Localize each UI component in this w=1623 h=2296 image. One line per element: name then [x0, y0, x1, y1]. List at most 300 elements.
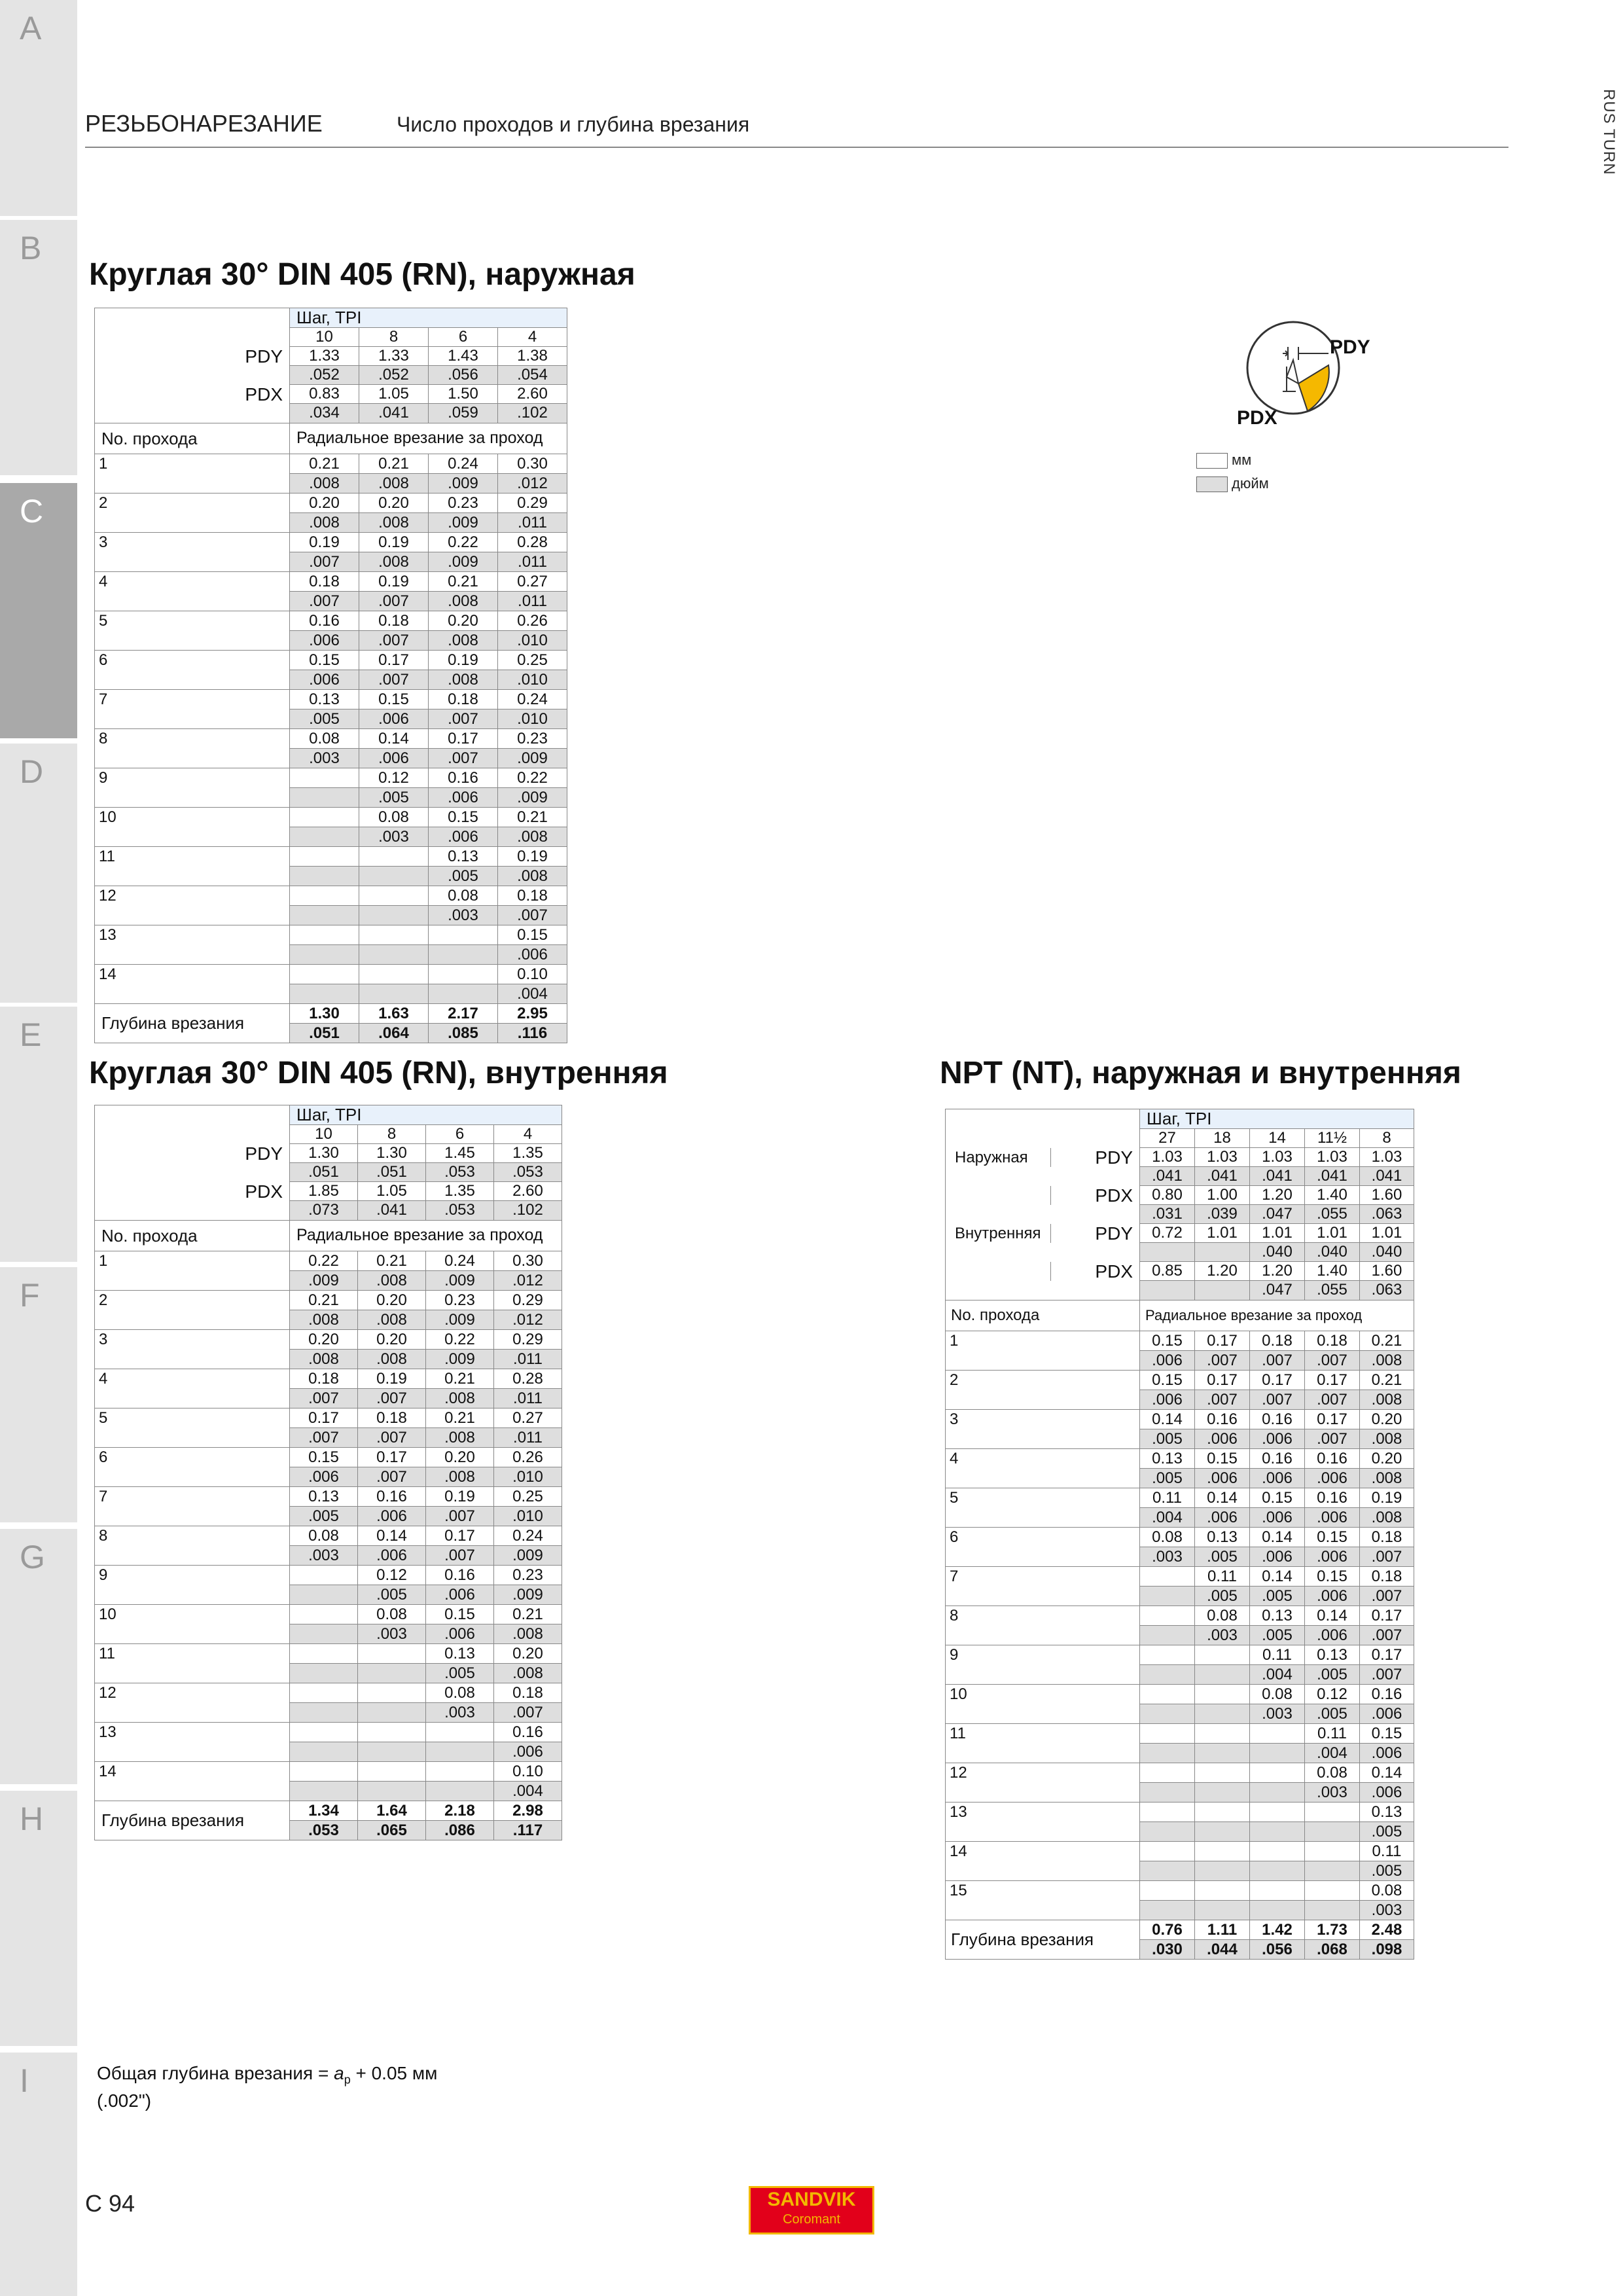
pass-mm-value: 0.29	[494, 1329, 562, 1349]
pass-mm-value: 0.13	[429, 846, 498, 866]
pdx-mm-value: 0.83	[290, 385, 359, 404]
inner_pdx-inch-value	[1140, 1281, 1195, 1300]
pass-inch-value: .007	[1360, 1586, 1414, 1605]
tab-c[interactable]: C	[0, 483, 77, 738]
pass-number: 8	[95, 1526, 290, 1565]
pass-mm-value: 0.08	[1250, 1684, 1305, 1704]
pdy-inch-value: .056	[429, 366, 498, 385]
tpi-value: 27	[1140, 1129, 1195, 1148]
pass-inch-value: .005	[1360, 1821, 1414, 1841]
pdy-mm-row	[95, 347, 567, 366]
pdy-inch-value: .052	[290, 366, 359, 385]
pass-mm-value: 0.15	[290, 1447, 358, 1467]
pdy-mm-row	[95, 1144, 562, 1163]
pass-inch-value: .006	[426, 1624, 494, 1643]
inner_pdy-inch-value: .040	[1305, 1243, 1360, 1262]
outer_pdx-mm-value: 1.20	[1250, 1186, 1305, 1205]
pass-mm-value	[290, 1683, 358, 1702]
pass-inch-value: .008	[1360, 1507, 1414, 1527]
label-blank	[946, 1167, 1140, 1186]
pass-mm-value	[1195, 1763, 1250, 1782]
pass-inch-value: .003	[359, 827, 429, 846]
pass-mm-value: 0.15	[498, 925, 567, 944]
pdx-label: PDX	[95, 1182, 290, 1201]
pass-mm-value: 0.15	[1305, 1566, 1360, 1586]
inner_pdx-mm-value: 1.20	[1195, 1262, 1250, 1281]
header-blank	[95, 1125, 290, 1144]
pass-row-mm	[95, 1565, 562, 1585]
section-header-row	[95, 1220, 562, 1251]
pass-mm-value: 0.08	[290, 1526, 358, 1545]
step-label: Шаг, TPI	[1140, 1109, 1414, 1129]
tpi-value: 8	[358, 1125, 426, 1144]
pass-row-mm	[946, 1645, 1414, 1664]
pass-mm-value: 0.20	[429, 611, 498, 630]
pdx-inch-value: .041	[358, 1201, 426, 1221]
pass-mm-value: 0.22	[498, 768, 567, 787]
pass-inch-value	[290, 787, 359, 807]
pass-inch-value: .010	[494, 1506, 562, 1526]
pass-mm-value: 0.16	[1250, 1409, 1305, 1429]
pass-mm-value	[290, 925, 359, 944]
pass-row-mm	[95, 886, 567, 905]
tab-h[interactable]: H	[0, 1791, 77, 2046]
outer_pdx-inch-value: .055	[1305, 1205, 1360, 1224]
pdx-inch-value: .059	[429, 404, 498, 423]
pass-mm-value: 0.08	[1360, 1880, 1414, 1900]
tab-a[interactable]: A	[0, 0, 77, 216]
depth-inch-value: .085	[429, 1023, 498, 1043]
pass-number: 7	[95, 689, 290, 728]
outer_pdx-mm-value: 1.40	[1305, 1186, 1360, 1205]
pass-inch-value: .007	[426, 1506, 494, 1526]
pass-inch-value: .008	[1360, 1468, 1414, 1488]
pass-mm-value	[1305, 1880, 1360, 1900]
pass-row-mm	[95, 532, 567, 552]
outer_pdx-mm-value: 0.80	[1140, 1186, 1195, 1205]
outer_pdx-mm-value: 1.00	[1195, 1186, 1250, 1205]
depth-mm-value: 1.73	[1305, 1920, 1360, 1939]
pass-inch-value: .004	[1305, 1743, 1360, 1763]
pass-mm-value	[426, 1761, 494, 1781]
pass-mm-value: 0.23	[426, 1290, 494, 1310]
header-step-row	[946, 1109, 1414, 1129]
pass-mm-value: 0.19	[359, 532, 429, 552]
pass-mm-value: 0.21	[494, 1604, 562, 1624]
outer_pdy-mm-value: 1.03	[1140, 1148, 1195, 1167]
pass-row-mm	[946, 1802, 1414, 1821]
depth-inch-value: .051	[290, 1023, 359, 1043]
pass-mm-value: 0.08	[1305, 1763, 1360, 1782]
pass-mm-value: 0.17	[1250, 1370, 1305, 1390]
tab-b[interactable]: B	[0, 220, 77, 475]
tpi-value: 4	[494, 1125, 562, 1144]
pass-inch-value: .003	[290, 1545, 358, 1565]
header-blank	[946, 1109, 1140, 1129]
pass-mm-value: 0.10	[498, 964, 567, 984]
pass-inch-value: .005	[290, 1506, 358, 1526]
pdx-mm-row	[95, 385, 567, 404]
pass-inch-value	[290, 827, 359, 846]
pass-mm-value: 0.17	[290, 1408, 358, 1427]
pass-mm-value: 0.08	[359, 807, 429, 827]
pass-inch-value	[290, 1781, 358, 1801]
pass-inch-value: .006	[290, 1467, 358, 1486]
pass-row-mm	[946, 1566, 1414, 1586]
inner_pdy-inch-value: .040	[1250, 1243, 1305, 1262]
pdx-mm-value: 2.60	[498, 385, 567, 404]
pass-inch-value: .007	[1305, 1429, 1360, 1448]
depth-mm-value: 1.30	[290, 1003, 359, 1023]
pass-mm-value: 0.28	[494, 1369, 562, 1388]
pass-inch-value	[290, 1585, 358, 1604]
pass-number: 5	[946, 1488, 1140, 1527]
outer_pdx-inch-value: .047	[1250, 1205, 1305, 1224]
pass-inch-value: .006	[429, 827, 498, 846]
pass-row-mm	[946, 1370, 1414, 1390]
pass-inch-value: .005	[1305, 1664, 1360, 1684]
pass-number: 6	[95, 1447, 290, 1486]
pdx-inch-value: .041	[359, 404, 429, 423]
tab-i[interactable]: I	[0, 2053, 77, 2296]
pass-number: 14	[946, 1841, 1140, 1880]
pass-number: 10	[95, 807, 290, 846]
pass-mm-value: 0.12	[1305, 1684, 1360, 1704]
pass-inch-value: .003	[426, 1702, 494, 1722]
pass-inch-value: .005	[1360, 1861, 1414, 1880]
pass-mm-value: 0.14	[1250, 1566, 1305, 1586]
pass-mm-value: 0.23	[494, 1565, 562, 1585]
pass-inch-value: .006	[1250, 1507, 1305, 1527]
header-blank	[95, 1105, 290, 1125]
tpi-value: 4	[498, 328, 567, 347]
pass-inch-value: .006	[1360, 1704, 1414, 1723]
radial-depth-header: Радиальное врезание за проход	[290, 1220, 562, 1251]
pass-mm-value	[1140, 1802, 1195, 1821]
pass-row-mm	[95, 1683, 562, 1702]
pass-inch-value: .008	[290, 1310, 358, 1329]
pass-mm-value	[290, 886, 359, 905]
pass-mm-value: 0.21	[426, 1408, 494, 1427]
step-label: Шаг, TPI	[290, 308, 567, 328]
inner_pdy-mm-value: 0.72	[1140, 1224, 1195, 1243]
pass-inch-value: .003	[1195, 1625, 1250, 1645]
legend-mm-swatch	[1196, 453, 1228, 469]
inner_pdx-mm-row	[946, 1262, 1414, 1281]
pass-number-header: No. прохода	[95, 1220, 290, 1251]
pass-row-mm	[946, 1409, 1414, 1429]
depth-mm-value: 2.95	[498, 1003, 567, 1023]
pdx-label: PDX	[95, 385, 290, 404]
pass-inch-value: .011	[498, 591, 567, 611]
inner_pdy-mm-value: 1.01	[1360, 1224, 1414, 1243]
pass-inch-value: .012	[498, 473, 567, 493]
pass-inch-value	[290, 984, 359, 1003]
pass-inch-value: .006	[1195, 1468, 1250, 1488]
pass-mm-value	[290, 1643, 358, 1663]
pass-inch-value	[1305, 1900, 1360, 1920]
pass-mm-value: 0.19	[1360, 1488, 1414, 1507]
header-step-row	[95, 308, 567, 328]
pdy-mm-value: 1.43	[429, 347, 498, 366]
pdy-inch-value: .053	[426, 1163, 494, 1182]
pass-mm-value: 0.16	[1305, 1488, 1360, 1507]
tpi-value: 8	[359, 328, 429, 347]
depth-row-mm	[946, 1920, 1414, 1939]
pass-mm-value: 0.20	[426, 1447, 494, 1467]
pass-mm-value: 0.14	[358, 1526, 426, 1545]
pdx-mm-value: 1.50	[429, 385, 498, 404]
pass-inch-value	[358, 1742, 426, 1761]
outer_pdy-mm-row	[946, 1148, 1414, 1167]
pass-mm-value: 0.08	[358, 1604, 426, 1624]
pass-mm-value: 0.11	[1140, 1488, 1195, 1507]
pass-mm-value: 0.20	[1360, 1409, 1414, 1429]
pass-inch-value	[1195, 1664, 1250, 1684]
pdy-inch-row	[95, 366, 567, 385]
tpi-value: 6	[429, 328, 498, 347]
pass-number: 2	[95, 1290, 290, 1329]
pass-mm-value	[1140, 1763, 1195, 1782]
pass-mm-value: 0.15	[359, 689, 429, 709]
pass-number: 12	[946, 1763, 1140, 1802]
pass-mm-value: 0.18	[358, 1408, 426, 1427]
pass-mm-value: 0.13	[426, 1643, 494, 1663]
tpi-value: 8	[1360, 1129, 1414, 1148]
tab-g[interactable]: G	[0, 1529, 77, 1784]
pass-mm-value: 0.20	[1360, 1448, 1414, 1468]
pass-row-mm	[946, 1331, 1414, 1350]
header-blank	[946, 1129, 1140, 1148]
pass-mm-value	[358, 1761, 426, 1781]
pass-inch-value	[359, 866, 429, 886]
pass-mm-value: 0.18	[290, 1369, 358, 1388]
pass-row-mm	[95, 1251, 562, 1270]
pass-number: 5	[95, 611, 290, 650]
pass-mm-value	[1195, 1723, 1250, 1743]
pass-inch-value: .005	[290, 709, 359, 728]
pass-mm-value: 0.21	[359, 454, 429, 473]
pass-inch-value: .009	[498, 748, 567, 768]
pass-mm-value: 0.08	[1195, 1605, 1250, 1625]
label-blank	[946, 1243, 1140, 1262]
pass-number: 4	[946, 1448, 1140, 1488]
pass-number: 3	[946, 1409, 1140, 1448]
pass-inch-value: .007	[290, 1388, 358, 1408]
pass-number: 8	[95, 728, 290, 768]
pdy-mm-value: 1.45	[426, 1144, 494, 1163]
pdx-label: PDX	[1237, 407, 1277, 429]
pass-inch-value	[359, 905, 429, 925]
pass-mm-value: 0.16	[1250, 1448, 1305, 1468]
label-blank	[946, 1262, 1051, 1281]
inner_pdx-mm-value: 1.40	[1305, 1262, 1360, 1281]
pass-inch-value: .004	[494, 1781, 562, 1801]
pass-row-mm	[95, 454, 567, 473]
pass-inch-value: .008	[429, 630, 498, 650]
pass-row-mm	[95, 964, 567, 984]
pass-inch-value: .006	[1250, 1468, 1305, 1488]
pass-mm-value	[359, 886, 429, 905]
pass-mm-value	[426, 1722, 494, 1742]
pass-inch-value: .006	[290, 630, 359, 650]
pass-inch-value: .008	[1360, 1429, 1414, 1448]
pass-row-mm	[946, 1723, 1414, 1743]
pass-mm-value: 0.16	[1305, 1448, 1360, 1468]
pass-inch-value	[1305, 1821, 1360, 1841]
pass-inch-value: .006	[429, 787, 498, 807]
pass-inch-value: .006	[358, 1545, 426, 1565]
pass-mm-value: 0.14	[1140, 1409, 1195, 1429]
pass-inch-value: .004	[1250, 1664, 1305, 1684]
pass-number: 10	[946, 1684, 1140, 1723]
pass-mm-value: 0.14	[1360, 1763, 1414, 1782]
pass-inch-value	[1195, 1743, 1250, 1763]
pass-inch-value: .011	[494, 1427, 562, 1447]
pass-inch-value: .009	[429, 552, 498, 571]
pass-mm-value: 0.28	[498, 532, 567, 552]
pdx-inch-value: .102	[498, 404, 567, 423]
pass-inch-value	[429, 944, 498, 964]
inner_pdx-inch-row	[946, 1281, 1414, 1300]
pass-inch-value: .005	[1250, 1625, 1305, 1645]
pass-mm-value: 0.21	[429, 571, 498, 591]
pass-mm-value: 0.10	[494, 1761, 562, 1781]
pass-inch-value: .008	[290, 512, 359, 532]
pass-inch-value: .009	[498, 787, 567, 807]
outer_pdy-inch-value: .041	[1305, 1167, 1360, 1186]
pass-row-mm	[95, 1526, 562, 1545]
pass-mm-value: 0.22	[429, 532, 498, 552]
pass-number-header: No. прохода	[95, 423, 290, 454]
pass-row-mm	[95, 1761, 562, 1781]
pass-mm-value: 0.17	[358, 1447, 426, 1467]
pass-inch-value: .011	[494, 1388, 562, 1408]
pdy-mm-value: 1.30	[290, 1144, 358, 1163]
pdy-label: PDY	[95, 1144, 290, 1163]
tab-d[interactable]: D	[0, 744, 77, 1003]
pass-mm-value: 0.13	[1195, 1527, 1250, 1547]
outer_pdy-mm-value: 1.03	[1195, 1148, 1250, 1167]
pass-inch-value	[358, 1781, 426, 1801]
pass-number: 4	[95, 571, 290, 611]
pass-mm-value: 0.24	[429, 454, 498, 473]
pass-inch-value	[359, 944, 429, 964]
pass-inch-value	[290, 944, 359, 964]
pass-inch-value: .003	[1140, 1547, 1195, 1566]
pass-mm-value	[1250, 1841, 1305, 1861]
inner_pdy-mm-value: 1.01	[1195, 1224, 1250, 1243]
pass-row-mm	[95, 807, 567, 827]
pass-inch-value: .007	[358, 1427, 426, 1447]
pdy-label: PDY	[1330, 336, 1370, 358]
pass-inch-value	[1140, 1900, 1195, 1920]
inner_pdx-mm-value: 1.20	[1250, 1262, 1305, 1281]
pass-inch-value: .008	[498, 866, 567, 886]
depth-inch-value: .064	[359, 1023, 429, 1043]
pass-number: 1	[946, 1331, 1140, 1370]
pass-inch-value	[1140, 1743, 1195, 1763]
outer_pdx-mm-row	[946, 1186, 1414, 1205]
depth-row-mm	[95, 1003, 567, 1023]
pass-mm-value: 0.16	[1195, 1409, 1250, 1429]
pass-inch-value: .011	[498, 552, 567, 571]
page-number: C 94	[85, 2190, 135, 2217]
pass-number: 9	[95, 1565, 290, 1604]
pass-number: 9	[95, 768, 290, 807]
pass-mm-value	[1250, 1763, 1305, 1782]
section-header-row	[946, 1300, 1414, 1331]
pass-inch-value	[290, 1663, 358, 1683]
pass-inch-value: .004	[498, 984, 567, 1003]
pass-inch-value	[1250, 1782, 1305, 1802]
depth-mm-value: 2.48	[1360, 1920, 1414, 1939]
pass-mm-value: 0.15	[426, 1604, 494, 1624]
pass-mm-value: 0.18	[1250, 1331, 1305, 1350]
pass-mm-value	[429, 964, 498, 984]
pdy-mm-value: 1.38	[498, 347, 567, 366]
pass-inch-value: .005	[429, 866, 498, 886]
radial-depth-header: Радиальное врезание за проход	[1140, 1300, 1414, 1331]
pass-mm-value	[1250, 1723, 1305, 1743]
pass-mm-value	[1195, 1880, 1250, 1900]
pass-inch-value: .005	[1250, 1586, 1305, 1605]
depth-mm-value: 1.63	[359, 1003, 429, 1023]
pass-mm-value: 0.15	[1360, 1723, 1414, 1743]
pass-inch-value: .008	[426, 1427, 494, 1447]
pass-inch-value	[358, 1702, 426, 1722]
pass-mm-value: 0.19	[498, 846, 567, 866]
pdy-label: PDY	[95, 347, 290, 366]
pass-inch-value: .008	[358, 1310, 426, 1329]
pdx-mm-value: 1.35	[426, 1182, 494, 1201]
depth-inch-value: .098	[1360, 1939, 1414, 1959]
depth-label: Глубина врезания	[946, 1920, 1140, 1959]
pass-mm-value	[1250, 1802, 1305, 1821]
pass-mm-value	[290, 1565, 358, 1585]
tab-f[interactable]: F	[0, 1267, 77, 1522]
label-blank	[95, 1163, 290, 1182]
depth-label: Глубина врезания	[95, 1801, 290, 1840]
pdx-inch-value: .053	[426, 1201, 494, 1221]
pass-mm-value: 0.21	[1360, 1370, 1414, 1390]
tab-e[interactable]: E	[0, 1007, 77, 1262]
outer_pdy-mm-value: 1.03	[1250, 1148, 1305, 1167]
pass-inch-value: .006	[494, 1742, 562, 1761]
pass-inch-value	[358, 1663, 426, 1683]
pass-mm-value: 0.08	[1140, 1527, 1195, 1547]
pdy-mm-value: 1.33	[359, 347, 429, 366]
pass-mm-value: 0.24	[426, 1251, 494, 1270]
pass-inch-value: .007	[359, 670, 429, 689]
pass-number: 13	[95, 925, 290, 964]
pass-mm-value	[1305, 1841, 1360, 1861]
outer_pdy-mm-value: 1.03	[1360, 1148, 1414, 1167]
pass-inch-value: .006	[1360, 1743, 1414, 1763]
pass-inch-value: .008	[359, 552, 429, 571]
pass-row-mm	[95, 1486, 562, 1506]
inner_pdy-mm-row	[946, 1224, 1414, 1243]
pass-row-mm	[95, 1643, 562, 1663]
pass-mm-value: 0.19	[426, 1486, 494, 1506]
pass-row-mm	[95, 1290, 562, 1310]
pass-number-header: No. прохода	[946, 1300, 1140, 1331]
pass-mm-value: 0.18	[290, 571, 359, 591]
pdy-inch-value: .052	[359, 366, 429, 385]
pass-mm-value: 0.27	[498, 571, 567, 591]
outer_pdy-inch-value: .041	[1195, 1167, 1250, 1186]
pass-row-mm	[95, 1604, 562, 1624]
